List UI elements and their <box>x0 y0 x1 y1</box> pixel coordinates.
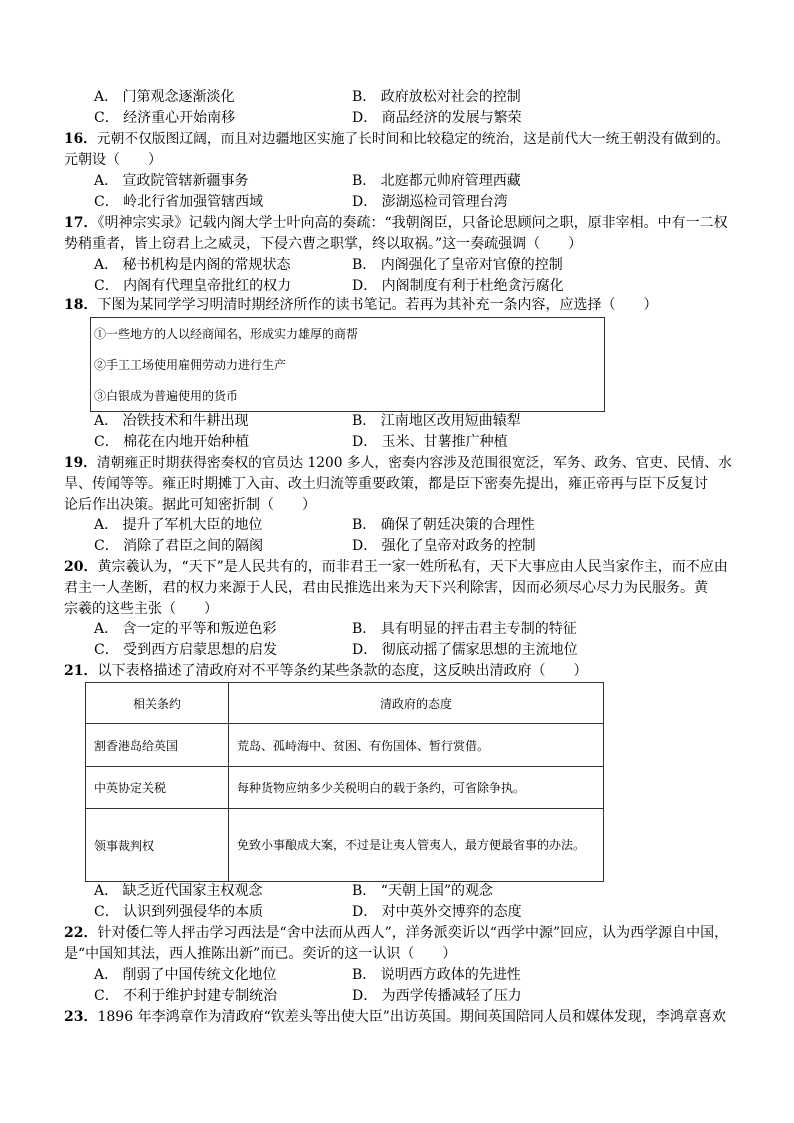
q15-option-b[interactable]: B． 政府放松对社会的控制 <box>352 89 521 105</box>
question-23 <box>64 1007 734 1028</box>
q17-options-row-1 <box>94 255 734 276</box>
q22-option-c[interactable]: C． 不利于维护封建专制统治 <box>94 988 278 1004</box>
q20-options-row-1 <box>94 619 734 640</box>
treaty-attitude-table <box>85 682 604 882</box>
question-text-cont: 是“中国知其法，西人推陈出新”而已。奕䜣的这一认识（ ） <box>64 946 457 962</box>
question-text-cont: 势稍重者，皆上窃君上之威灵，下侵六曹之职掌，终以取祸。”这一奏疏强调（ ） <box>64 236 583 252</box>
note-item-1: ①一些地方的人以经商闻名，形成实力雄厚的商帮 <box>94 327 359 341</box>
q19-option-c[interactable]: C． 消除了君臣之间的隔阂 <box>94 538 264 554</box>
question-number: 22． <box>64 925 98 941</box>
q20-option-a[interactable]: A． 含一定的平等和叛逆色彩 <box>94 621 277 637</box>
q19-option-b[interactable]: B． 确保了朝廷决策的合理性 <box>352 517 535 533</box>
q16-option-d[interactable]: D． 澎湖巡检司管理台湾 <box>352 194 508 210</box>
question-16 <box>64 129 734 171</box>
q20-option-d[interactable]: D． 彻底动摇了儒家思想的主流地位 <box>352 642 578 658</box>
table-row <box>86 767 604 809</box>
q19-option-a[interactable]: A． 提升了军机大臣的地位 <box>94 517 263 533</box>
q21-option-a[interactable]: A． 缺乏近代国家主权观念 <box>94 883 263 899</box>
table-header: 相关条约 <box>86 683 229 724</box>
question-text: 《明神宗实录》记载内阁大学士叶向高的奏疏：“我朝阁臣，只备论思顾问之职，原非宰相。中有一二权 <box>97 215 728 231</box>
q17-option-b[interactable]: B． 内阁强化了皇帝对官僚的控制 <box>352 257 563 273</box>
q22-options-row-1 <box>94 965 734 986</box>
q16-options-row-1 <box>94 171 734 192</box>
q15-option-c[interactable]: C． 经济重心开始南移 <box>94 110 236 126</box>
table-cell: 免致小事酿成大案，不过是让夷人管夷人，最方便最省事的办法。 <box>229 809 604 882</box>
q17-options-row-2 <box>94 276 734 297</box>
q18-options-row-1 <box>94 411 734 432</box>
q21-options-row-2 <box>94 902 734 923</box>
question-number: 16． <box>64 131 97 147</box>
q17-option-c[interactable]: C． 内阁有代理皇帝批红的权力 <box>94 278 292 294</box>
table-cell: 领事裁判权 <box>86 809 229 882</box>
q17-option-a[interactable]: A． 秘书机构是内阁的常规状态 <box>94 257 291 273</box>
question-17 <box>64 213 734 255</box>
note-item-2: ②手工工场使用雇佣劳动力进行生产 <box>94 358 287 372</box>
question-number: 17． <box>64 215 98 231</box>
question-21 <box>64 661 734 682</box>
question-text-cont: 论后作出决策。据此可知密折制（ ） <box>64 497 316 513</box>
q21-option-d[interactable]: D． 对中英外交博弈的态度 <box>352 904 522 920</box>
q18-option-b[interactable]: B． 江南地区改用短曲辕犁 <box>352 413 521 429</box>
q18-option-d[interactable]: D． 玉米、甘薯推广种植 <box>352 434 508 450</box>
question-22 <box>64 923 734 965</box>
q15-options-row-1 <box>94 87 734 108</box>
table-row <box>86 724 604 767</box>
q15-option-d[interactable]: D． 商品经济的发展与繁荣 <box>352 110 522 126</box>
question-text: 以下表格描述了清政府对不平等条约某些条款的态度，这反映出清政府（ ） <box>97 663 588 679</box>
q16-option-b[interactable]: B． 北庭都元帅府管理西藏 <box>352 173 521 189</box>
table-cell: 割香港岛给英国 <box>86 724 229 767</box>
question-text: 黄宗羲认为，“天下”是人民共有的，而非君王一家一姓所私有，天下大事应由人民当家作主，而不应由 <box>97 559 728 575</box>
table-cell: 荒岛、孤峙海中、贫困、有伤国体、暂行赏借。 <box>229 724 604 767</box>
q21-option-b[interactable]: B． “天朝上国”的观念 <box>352 883 494 899</box>
question-text: 清朝雍正时期获得密奏权的官员达 1200 多人，密奏内容涉及范围很宽泛，军务、政务、官吏、民情、水 <box>96 455 732 471</box>
question-number: 19． <box>64 455 97 471</box>
question-text: 针对倭仁等人抨击学习西法是“舍中法而从西人”，洋务派奕䜣以“西学中源”回应，认为西学源自中国， <box>97 925 729 941</box>
q19-option-d[interactable]: D． 强化了皇帝对政务的控制 <box>352 538 536 554</box>
q19-options-row-2 <box>94 536 734 557</box>
q16-option-a[interactable]: A． 宣政院管辖新疆事务 <box>94 173 249 189</box>
q15-option-a[interactable]: A． 门第观念逐渐淡化 <box>94 89 235 105</box>
q20-options-row-2 <box>94 640 734 661</box>
question-19 <box>64 453 734 516</box>
q21-option-c[interactable]: C． 认识到列强侵华的本质 <box>94 904 264 920</box>
q18-option-a[interactable]: A． 冶铁技术和牛耕出现 <box>94 413 249 429</box>
table-header-row <box>86 683 604 724</box>
q19-options-row-1 <box>94 515 734 536</box>
question-number: 20． <box>64 559 98 575</box>
q18-option-c[interactable]: C． 棉花在内地开始种植 <box>94 434 250 450</box>
table-cell: 每种货物应纳多少关税明白的载于条约，可省除争执。 <box>229 767 604 809</box>
question-number: 23． <box>64 1009 98 1025</box>
q22-option-d[interactable]: D． 为西学传播减轻了压力 <box>352 988 522 1004</box>
q17-option-d[interactable]: D． 内阁制度有利于杜绝贪污腐化 <box>352 278 564 294</box>
q20-option-c[interactable]: C． 受到西方启蒙思想的启发 <box>94 642 278 658</box>
question-20 <box>64 557 734 620</box>
question-number: 18． <box>64 297 98 313</box>
table-cell: 中英协定关税 <box>86 767 229 809</box>
q21-options-row-1 <box>94 881 734 902</box>
question-text-cont: 旱、传闻等等。雍正时期摊丁入亩、改土归流等重要政策，都是臣下密奏先提出，雍正帝再与臣下反复讨 <box>64 476 708 492</box>
q20-option-b[interactable]: B． 具有明显的抨击君主专制的特征 <box>352 621 577 637</box>
question-text-cont: 君主一人垄断，君的权力来源于人民，君由民推选出来为天下兴利除害，因而必须尽心尽力为民服务。黄 <box>64 580 708 596</box>
q22-option-a[interactable]: A． 削弱了中国传统文化地位 <box>94 967 277 983</box>
q22-options-row-2 <box>94 986 734 1007</box>
question-text: 1896 年李鸿章作为清政府“钦差头等出使大臣”出访英国。期间英国陪同人员和媒体发现，李鸿章喜欢 <box>97 1009 726 1025</box>
q18-options-row-2 <box>94 432 734 453</box>
reading-notes-box <box>90 317 605 412</box>
question-text-cont: 元朝设（ ） <box>64 152 162 168</box>
question-18 <box>64 295 734 316</box>
q16-options-row-2 <box>94 192 734 213</box>
question-text: 元朝不仅版图辽阔，而且对边疆地区实施了长时间和比较稳定的统治，这是前代大一统王朝没有做到的。 <box>96 131 730 147</box>
question-number: 21． <box>64 663 98 679</box>
q15-options-row-2 <box>94 108 734 129</box>
table-row <box>86 809 604 882</box>
q16-option-c[interactable]: C． 岭北行省加强管辖西域 <box>94 194 264 210</box>
question-text-cont: 宗羲的这些主张（ ） <box>64 601 218 617</box>
q22-option-b[interactable]: B． 说明西方政体的先进性 <box>352 967 521 983</box>
note-item-3: ③白银成为普遍使用的货币 <box>94 389 239 403</box>
question-text: 下图为某同学学习明清时期经济所作的读书笔记。若再为其补充一条内容，应选择（ ） <box>97 297 658 313</box>
table-header: 清政府的态度 <box>229 683 604 724</box>
